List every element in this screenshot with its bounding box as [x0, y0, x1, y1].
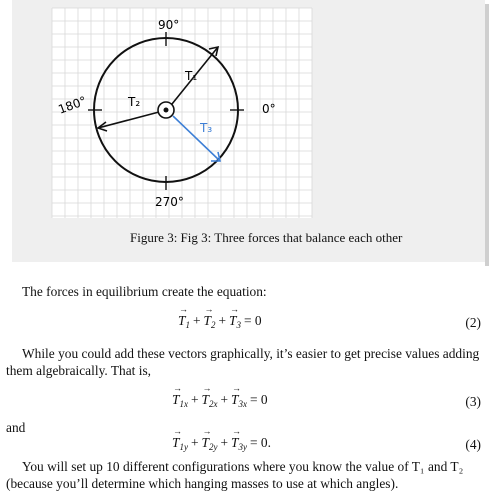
label-0: 0°: [262, 102, 276, 116]
paragraph-1: The forces in equilibrium create the equation:: [22, 284, 267, 299]
figure-caption: Figure 3: Fig 3: Three forces that balance each other: [130, 230, 403, 245]
paragraph-2: While you could add these vectors graphically, it’s easier to get precise values adding them algebraically. That is,: [6, 346, 480, 378]
label-t1: T₁: [185, 69, 198, 83]
force-diagram: [12, 0, 485, 262]
figure-shadow: [485, 4, 489, 266]
equation-4: → $T_{1y} +\to T_{2y} +\to T_{3y} = 0$.: [172, 435, 274, 452]
label-180: 180°: [56, 93, 89, 117]
label-t2: T₂: [128, 95, 141, 109]
equation-number-3: (3): [465, 394, 481, 409]
label-270: 270°: [155, 195, 184, 209]
paragraph-3: You will set up 10 different configurations where you know the value of T₁ and T₂ (because you’ll determine which hanging masses to use at which angles).: [6, 459, 464, 491]
equation-2: → $T_1 +\to T_2 +\to T_3 = 0$: [178, 313, 265, 330]
label-90: 90°: [158, 18, 180, 32]
equation-3: → $T_{1x} +\to T_{2x} +\to T_{3x} = 0$: [172, 392, 271, 409]
equation-number-2: (2): [465, 315, 481, 330]
label-t3: T₃: [200, 121, 213, 135]
and-text: and: [6, 420, 26, 435]
equation-number-4: (4): [465, 437, 481, 452]
figure-panel: [12, 0, 485, 262]
center-dot: [164, 108, 169, 113]
